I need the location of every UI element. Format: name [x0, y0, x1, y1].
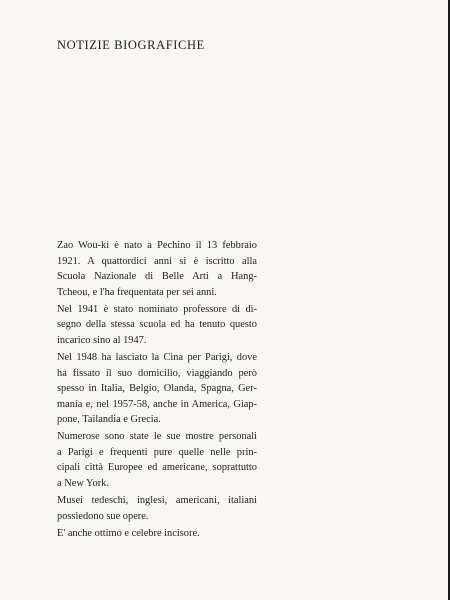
text-line: possiedono sue opere. [57, 510, 149, 522]
text-line: 1921. A quattordici anni si è iscritto alla [57, 255, 257, 267]
text-line: Zao Wou-ki è nato a Pechino il 13 febbraio [57, 240, 257, 251]
text-line: Nel 1941 è stato nominato professore di di- [57, 303, 257, 315]
text-line: cipali città Europee ed americane, soprattutto [57, 462, 257, 474]
text-line: spesso in Italia, Belgio, Olanda, Spagna, Ger- [57, 383, 257, 395]
paragraph-museums [57, 493, 257, 524]
text-line: Scuola Nazionale di Belle Arti a Hang- [57, 271, 257, 283]
text-line: mania e, nel 1957-58, anche in America, Giap- [57, 398, 257, 410]
paragraph-teaching [57, 302, 257, 349]
paragraph-exhibitions [57, 429, 257, 491]
text-line: segno della stessa scuola ed ha tenuto questo [57, 319, 257, 331]
paragraph-engraver [57, 526, 257, 542]
paragraph-paris [57, 350, 257, 428]
text-line: incarico sino al 1947. [57, 334, 147, 346]
text-line: Numerose sono state le sue mostre personali [57, 431, 257, 443]
text-line: Musei tedeschi, inglesi, americani, italiani [57, 495, 257, 507]
text-line: Tcheou, e l'ha frequentata per sei anni. [57, 286, 217, 298]
text-line: ha fissato il suo domicilio, viaggiando però [57, 367, 257, 379]
text-line: a New York. [57, 478, 109, 490]
section-heading: NOTIZIE BIOGRAFICHE [57, 38, 205, 52]
text-line: E' anche ottimo e celebre incisore. [57, 527, 200, 539]
text-line: a Parigi e frequenti pure quelle nelle prin- [57, 446, 257, 458]
text-line: Nel 1948 ha lasciato la Cina per Parigi, dove [57, 351, 257, 363]
biography-text [57, 238, 257, 543]
text-line: pone, Tailandia e Grecia. [57, 414, 161, 426]
paragraph-birth [57, 238, 257, 300]
